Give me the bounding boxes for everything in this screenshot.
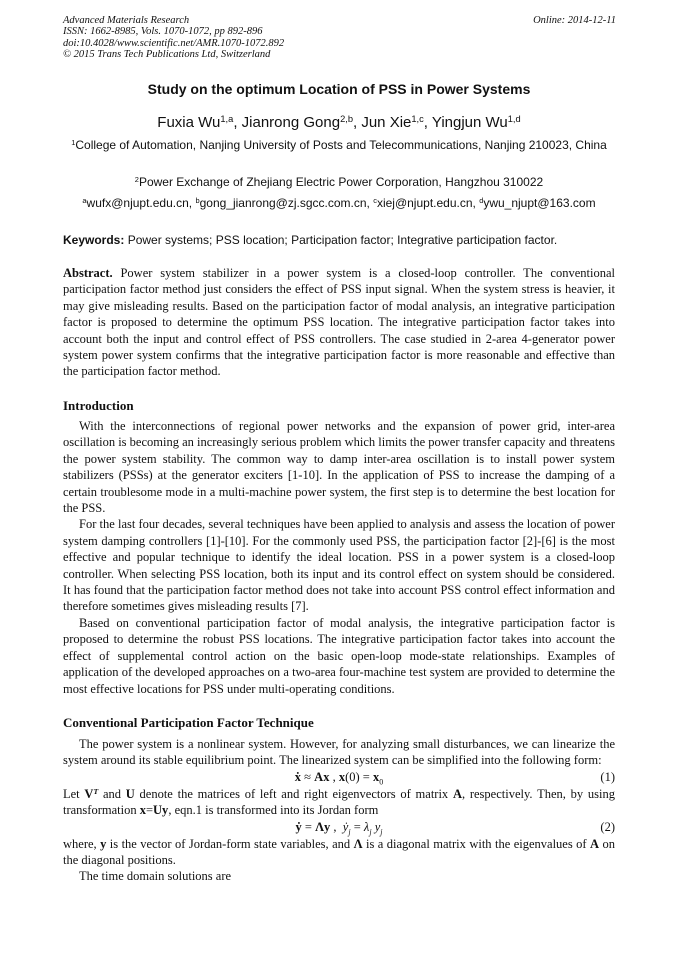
equation-number: (2) xyxy=(600,819,615,834)
affiliation-text: Power Exchange of Zhejiang Electric Power Corporation, Hangzhou 310022 xyxy=(138,175,544,189)
email-sup: c xyxy=(373,195,377,205)
section2-paragraph: The time domain solutions are xyxy=(79,869,232,884)
copyright-line: © 2015 Trans Tech Publications Ltd, Switzerland xyxy=(63,48,271,60)
section2-paragraph: The power system is a nonlinear system. However, for analyzing small disturbances, we can linearize the system around its stable equilibrium point. The linearized system can be simplified into the following form: xyxy=(63,737,615,768)
paper-title: Study on the optimum Location of PSS in Power Systems xyxy=(147,81,531,97)
intro-paragraph: For the last four decades, several techniques have been applied to analysis and assess the location of power system damping controllers [1]-[10]. For the commonly used PSS, the participation factor [2]-[6] is the most effective and popular technique to identify the ideal location. PSS in a power system is a closed-loop controller. When selecting PSS location, both its input and its control effect on system should be considered. It has found that the participation factor method does not take into account PSS control effect information and therefore sometimes gives misleading results [7]. xyxy=(63,517,615,614)
author-sup: 1,a xyxy=(220,113,234,124)
equation-number: (1) xyxy=(600,769,615,784)
equation-1 xyxy=(63,769,615,786)
keywords xyxy=(63,233,615,247)
email-link[interactable]: xiej@njupt.edu.cn xyxy=(376,196,473,210)
equation-2-body: ẏ = Λy , ẏ$_j$ = $\lambda_j$ $y_j$ xyxy=(295,819,383,837)
affiliation-sup: 2 xyxy=(134,174,139,184)
author-sup: 2,b xyxy=(340,113,353,124)
keywords-label: Keywords: xyxy=(63,233,125,247)
affiliation-text: College of Automation, Nanjing University of Posts and Telecommunications, Nanjing 210023, China xyxy=(75,138,607,152)
equation-1-body: ẋ ≈ Ax , $x(0) = x_0$ xyxy=(294,769,384,787)
author-name: Fuxia Wu xyxy=(157,114,221,131)
online-date: Online: 2014-12-11 xyxy=(533,15,616,26)
equation-2 xyxy=(63,819,615,836)
abstract-text: Power system stabilizer in a power system is a closed-loop controller. The conventional participation factor method just considers the effect of PSS input signal. When the system stress is heavier, it may give misleading results. Based on the participation factor of modal analysis, an integrative participation factor is proposed to determine the optimum PSS location. The integrative participation factor takes into account both the input and control effect of PSS controllers. The case studied in 2-area 4-generator power system power system confirms that the integrative participation factor is more reasonable and effective than the participation factor method. xyxy=(63,266,615,379)
email-sup: b xyxy=(195,195,200,205)
keywords-text: Power systems; PSS location; Participation factor; Integrative participation factor. xyxy=(127,233,558,247)
email-sup: d xyxy=(479,195,484,205)
author-name: Jianrong Gong xyxy=(241,114,341,131)
section2-body xyxy=(63,736,615,885)
intro-paragraph: Based on conventional participation factor of modal analysis, the integrative participation factor is proposed to determine the robust PSS locations. The integrative participation factor takes into account the effect of supplemental control action on the basic open-loop mode-state relationships. Examples of application of the developed approaches on a two-area four-machine test system are provided to determine the most effective locations for PSS under multi-operating conditions. xyxy=(63,615,615,696)
email-link[interactable]: wufx@njupt.edu.cn xyxy=(86,196,189,210)
publication-meta xyxy=(63,15,284,60)
email-sup: a xyxy=(82,195,87,205)
author-sup: 1,d xyxy=(507,113,521,124)
abstract-label: Abstract. xyxy=(63,266,113,280)
author-list: Fuxia Wu$^{1,a}$, Jianrong Gong$^{2,b}$, Jun Xie$^{1,c}$, Yingjun Wu$^{1,d}$ xyxy=(157,113,521,131)
author-sup: 1,c xyxy=(411,113,424,124)
email-link[interactable]: gong_jianrong@zj.sgcc.com.cn xyxy=(199,196,367,210)
affiliation-1 xyxy=(63,138,615,153)
abstract xyxy=(63,265,615,380)
email-list: $^a$wufx@njupt.edu.cn, $^b$gong_jianrong@zj.sgcc.com.cn, $^c$xiej@njupt.edu.cn, $^d$ywu_njupt@163.com xyxy=(82,195,596,210)
section-heading-introduction: Introduction xyxy=(63,398,134,413)
intro-paragraph: With the interconnections of regional power networks and the expansion of power grid, inter-area oscillation is becoming an increasingly serious problem which limits the power transfer capacity and threatens the power system stability. The common way to damp inter-area oscillation is to install power system stabilizers (PSSs) at the generator exciters [1-10]. In the application of PSS to increase the damping of a certain troublesome mode in a multi-machine power system, the first step is to determine the best location for the PSS. xyxy=(63,419,615,516)
journal-name: Advanced Materials Research xyxy=(63,15,190,26)
email-link[interactable]: ywu_njupt@163.com xyxy=(483,196,596,210)
author-name: Jun Xie xyxy=(361,114,412,131)
issn-line: ISSN: 1662-8985, Vols. 1070-1072, pp 892-896 xyxy=(63,26,263,38)
affiliation-sup: 1 xyxy=(71,137,76,147)
section-heading-conventional: Conventional Participation Factor Technique xyxy=(63,715,314,730)
affiliation-2 xyxy=(63,175,615,190)
section2-paragraph: where, y is the vector of Jordan-form state variables, and Λ is a diagonal matrix with the eigenvalues of A on the diagonal positions. xyxy=(63,836,615,868)
doi-line: doi:10.4028/www.scientific.net/AMR.1070-1072.892 xyxy=(63,37,285,49)
section2-paragraph: Let $V^T$ and U denote the matrices of left and right eigenvectors of matrix A, respectively. Then, by using transformation x=Uy, eqn.1 is transformed into its Jordan form xyxy=(63,786,615,818)
introduction-body xyxy=(63,418,615,697)
author-name: Yingjun Wu xyxy=(431,114,508,131)
